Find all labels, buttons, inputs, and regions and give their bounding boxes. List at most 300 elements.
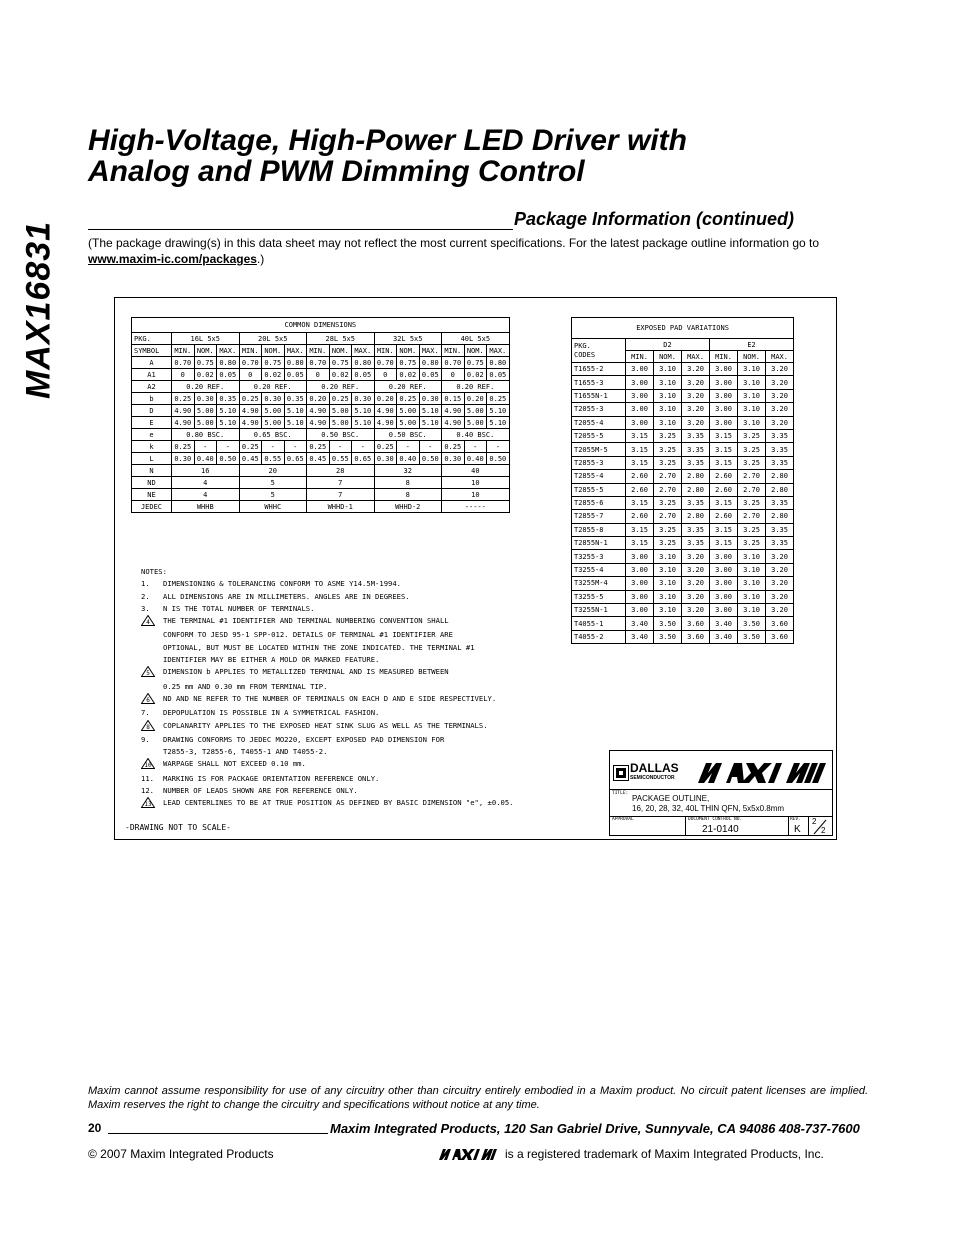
note-line (141, 720, 581, 734)
table-row (132, 489, 510, 501)
value-cell: 3.35 (766, 496, 794, 509)
value-cell: 0.75 (464, 357, 487, 369)
package-header: 40L 5x5 (442, 333, 510, 345)
span-cell: 0.80 BSC. (172, 429, 240, 441)
note-number (141, 693, 163, 707)
value-cell: 3.25 (654, 429, 682, 442)
pkg-code-cell: T1655-2 (572, 363, 626, 376)
note-number (141, 642, 163, 654)
table-row (572, 537, 794, 550)
pkg-code-cell: T2855-6 (572, 496, 626, 509)
note-line (141, 591, 581, 603)
note-text: WARPAGE SHALL NOT EXCEED 0.10 mm. (163, 759, 306, 769)
value-cell: 2.70 (654, 483, 682, 496)
note-text: CONFORM TO JESD 95-1 SPP-012. DETAILS OF TERMINAL #1 IDENTIFIER ARE (163, 630, 453, 640)
company-address: Maxim Integrated Products, 120 San Gabriel Drive, Sunnyvale, CA 94086 408-737-7600 (330, 1121, 860, 1136)
span-cell: 8 (374, 489, 442, 501)
table-row (132, 357, 510, 369)
value-cell: 3.20 (766, 550, 794, 563)
value-cell: 0.02 (464, 369, 487, 381)
value-cell: 3.40 (710, 630, 738, 643)
value-cell: 0.25 (397, 393, 420, 405)
value-cell: 3.25 (738, 443, 766, 456)
exposed-pad-title: EXPOSED PAD VARIATIONS (572, 318, 794, 339)
logo-row (610, 751, 832, 790)
note-text: N IS THE TOTAL NUMBER OF TERMINALS. (163, 603, 315, 613)
span-cell: 0.50 BSC. (374, 429, 442, 441)
table-row (572, 429, 794, 442)
title-line-a: PACKAGE OUTLINE, (632, 794, 710, 803)
package-note (88, 235, 873, 267)
span-cell: 7 (307, 477, 375, 489)
rev-value: K (794, 824, 801, 835)
note-text: MARKING IS FOR PACKAGE ORIENTATION REFERENCE ONLY. (163, 773, 380, 783)
note-line (141, 629, 581, 641)
value-cell: 0.35 (284, 393, 307, 405)
symbol-cell: b (132, 393, 172, 405)
table-row (132, 477, 510, 489)
title-line-2: Analog and PWM Dimming Control (88, 155, 585, 188)
note-text: NUMBER OF LEADS SHOWN ARE FOR REFERENCE ONLY. (163, 786, 358, 796)
footer-rule (108, 1133, 328, 1134)
table-row (132, 429, 510, 441)
notes-heading: NOTES: (141, 567, 167, 576)
footer-company-line (88, 1121, 868, 1137)
subhead-cell: NOM. (262, 345, 285, 357)
note-number (141, 746, 163, 758)
value-cell: 5.10 (284, 405, 307, 417)
value-cell: 0.20 (464, 393, 487, 405)
pkg-code-cell: T2855-3 (572, 456, 626, 469)
value-cell: 0.05 (419, 369, 442, 381)
value-cell: 0.30 (172, 453, 195, 465)
value-cell: 5.00 (194, 417, 217, 429)
section-rule (88, 229, 513, 230)
group-header: E2 (710, 339, 794, 351)
note-line (141, 666, 581, 680)
value-cell: 4.90 (307, 417, 330, 429)
symbol-label: SYMBOL (132, 345, 172, 357)
value-cell: 3.60 (682, 617, 710, 630)
note-number (141, 603, 163, 615)
symbol-cell: A (132, 357, 172, 369)
value-cell: 3.15 (626, 429, 654, 442)
note-text: DRAWING CONFORMS TO JEDEC MO220, EXCEPT EXPOSED PAD DIMENSION FOR (163, 734, 445, 744)
note-number-text: 12. (141, 786, 154, 796)
table-row (572, 470, 794, 483)
span-cell: 4 (172, 489, 240, 501)
table-row (132, 501, 510, 513)
codes-label: CODES (574, 350, 596, 359)
span-cell: 8 (374, 477, 442, 489)
flag-triangle-icon (141, 615, 155, 625)
copyright: © 2007 Maxim Integrated Products (88, 1147, 274, 1161)
value-cell: 3.35 (682, 496, 710, 509)
value-cell: 3.10 (654, 403, 682, 416)
value-cell: 0.75 (329, 357, 352, 369)
note-flag-number: 6 (146, 696, 150, 704)
value-cell: 3.20 (766, 416, 794, 429)
title-row (610, 789, 832, 817)
value-cell: 0.20 (307, 393, 330, 405)
table-row (132, 417, 510, 429)
value-cell: 3.15 (626, 523, 654, 536)
value-cell: 4.90 (172, 405, 195, 417)
table-row (132, 453, 510, 465)
value-cell: 3.00 (626, 416, 654, 429)
value-cell: 3.40 (710, 617, 738, 630)
value-cell: 3.15 (626, 537, 654, 550)
value-cell: 2.70 (738, 483, 766, 496)
pkg-code-cell: T2855-4 (572, 470, 626, 483)
subhead-cell: MAX. (352, 345, 375, 357)
value-cell: 5.10 (284, 417, 307, 429)
table-row (132, 381, 510, 393)
value-cell: 3.35 (766, 429, 794, 442)
table-row (572, 376, 794, 389)
span-cell: WHHB (172, 501, 240, 513)
value-cell: 5.10 (217, 405, 240, 417)
span-cell: 40 (442, 465, 510, 477)
sheet-total: 2 (821, 826, 826, 835)
value-cell: 3.35 (682, 537, 710, 550)
symbol-cell: JEDEC (132, 501, 172, 513)
value-cell: 3.00 (626, 403, 654, 416)
value-cell: 3.10 (738, 403, 766, 416)
note-line (141, 773, 581, 785)
page-number: 20 (88, 1121, 102, 1135)
note-number-text: 11. (141, 773, 154, 783)
subhead-cell: MIN. (710, 351, 738, 363)
value-cell: 5.10 (487, 405, 510, 417)
value-cell: 3.00 (626, 577, 654, 590)
value-cell: 3.40 (626, 617, 654, 630)
value-cell: 2.60 (626, 510, 654, 523)
note-number (141, 758, 163, 772)
value-cell: 0.70 (374, 357, 397, 369)
table-row (572, 550, 794, 563)
value-cell: 4.90 (239, 417, 262, 429)
subhead-cell: MIN. (172, 345, 195, 357)
value-cell: 0 (442, 369, 465, 381)
value-cell: 0.30 (262, 393, 285, 405)
pkg-code-cell: T3255-5 (572, 590, 626, 603)
span-cell: 10 (442, 477, 510, 489)
value-cell: 3.50 (738, 617, 766, 630)
value-cell: 4.90 (239, 405, 262, 417)
value-cell: 3.25 (654, 523, 682, 536)
note-line (141, 758, 581, 772)
value-cell: 3.35 (766, 537, 794, 550)
trademark-line (437, 1147, 824, 1161)
span-cell: 20 (239, 465, 307, 477)
control-row (610, 816, 832, 836)
packages-link[interactable]: www.maxim-ic.com/packages (88, 252, 257, 266)
value-cell: - (464, 441, 487, 453)
value-cell: - (397, 441, 420, 453)
note-text: DIMENSION b APPLIES TO METALLIZED TERMINAL AND IS MEASURED BETWEEN (163, 667, 449, 677)
note-flag-number: 4 (146, 619, 150, 627)
value-cell: 3.00 (710, 376, 738, 389)
value-cell: 0.30 (374, 453, 397, 465)
symbol-cell: e (132, 429, 172, 441)
value-cell: - (329, 441, 352, 453)
symbol-cell: D (132, 405, 172, 417)
value-cell: 3.00 (710, 416, 738, 429)
value-cell: 0.30 (194, 393, 217, 405)
symbol-cell: A2 (132, 381, 172, 393)
value-cell: 0.05 (352, 369, 375, 381)
value-cell: 3.00 (626, 363, 654, 376)
value-cell: 3.20 (682, 376, 710, 389)
value-cell: 0 (239, 369, 262, 381)
value-cell: 3.25 (738, 523, 766, 536)
value-cell: 3.20 (682, 363, 710, 376)
doc-control-cell (685, 816, 789, 836)
span-cell: 28 (307, 465, 375, 477)
note-text: ALL DIMENSIONS ARE IN MILLIMETERS. ANGLES ARE IN DEGREES. (163, 591, 410, 601)
value-cell: 4.90 (374, 405, 397, 417)
value-cell: 3.00 (710, 577, 738, 590)
note-text: ND AND NE REFER TO THE NUMBER OF TERMINALS ON EACH D AND E SIDE RESPECTIVELY. (163, 693, 497, 703)
subhead-cell: NOM. (397, 345, 420, 357)
value-cell: 2.80 (682, 510, 710, 523)
value-cell: 3.25 (654, 496, 682, 509)
value-cell: 0.80 (217, 357, 240, 369)
table-row (572, 443, 794, 456)
note-text: LEAD CENTERLINES TO BE AT TRUE POSITION AS DEFINED BY BASIC DIMENSION "e", ±0.05. (163, 798, 514, 808)
value-cell: 3.20 (682, 389, 710, 402)
value-cell: 4.90 (442, 417, 465, 429)
value-cell: 3.15 (626, 443, 654, 456)
subhead-cell: NOM. (464, 345, 487, 357)
table-row (572, 523, 794, 536)
pkg-label: PKG. (574, 341, 591, 350)
value-cell: 3.00 (626, 604, 654, 617)
pkg-code-cell: T2055-3 (572, 403, 626, 416)
title-block (609, 750, 833, 836)
flag-triangle-icon (141, 758, 155, 768)
sheet-number: 2 (812, 817, 817, 826)
doc-control-value: 21-0140 (702, 824, 739, 835)
note-number (141, 666, 163, 680)
value-cell: 0.75 (262, 357, 285, 369)
value-cell: 3.35 (682, 443, 710, 456)
value-cell: 2.80 (682, 483, 710, 496)
value-cell: 0.25 (442, 441, 465, 453)
value-cell: 2.60 (626, 483, 654, 496)
value-cell: 3.00 (710, 604, 738, 617)
value-cell: 0.25 (172, 441, 195, 453)
value-cell: - (217, 441, 240, 453)
span-cell: 0.20 REF. (374, 381, 442, 393)
value-cell: 3.15 (710, 443, 738, 456)
value-cell: 3.20 (766, 577, 794, 590)
subhead-cell: MIN. (307, 345, 330, 357)
value-cell: 5.00 (464, 405, 487, 417)
flag-triangle-icon (141, 666, 155, 676)
value-cell: 3.25 (654, 443, 682, 456)
value-cell: 3.40 (626, 630, 654, 643)
value-cell: 3.20 (766, 376, 794, 389)
value-cell: 3.25 (738, 429, 766, 442)
table-row (572, 590, 794, 603)
title-label: TITLE: (612, 791, 629, 796)
subhead-cell: MAX. (284, 345, 307, 357)
span-cell: 7 (307, 489, 375, 501)
value-cell: 3.15 (710, 456, 738, 469)
note-flag-number: 10 (144, 762, 152, 770)
note-number (141, 773, 163, 785)
pkg-code-cell: T2055-4 (572, 416, 626, 429)
value-cell: - (194, 441, 217, 453)
symbol-cell: ND (132, 477, 172, 489)
note-number (141, 785, 163, 797)
span-cell: 10 (442, 489, 510, 501)
notes (141, 566, 581, 812)
symbol-cell: L (132, 453, 172, 465)
table-row (572, 416, 794, 429)
note-number (141, 629, 163, 641)
value-cell: 0.70 (442, 357, 465, 369)
trademark-text: is a registered trademark of Maxim Integrated Products, Inc. (505, 1147, 824, 1161)
flag-triangle-icon (141, 693, 155, 703)
rev-cell (788, 816, 809, 836)
value-cell: 0.05 (487, 369, 510, 381)
span-cell: 0.20 REF. (172, 381, 240, 393)
pkg-code-cell: T3255N-1 (572, 604, 626, 617)
pkg-code-cell: T3255M-4 (572, 577, 626, 590)
note-number-text: 9. (141, 734, 150, 744)
subhead-cell: MIN. (239, 345, 262, 357)
pkg-code-cell: T1655-3 (572, 376, 626, 389)
value-cell: - (262, 441, 285, 453)
value-cell: 3.00 (710, 389, 738, 402)
value-cell: 0.25 (239, 393, 262, 405)
value-cell: 3.25 (738, 496, 766, 509)
value-cell: 0.80 (487, 357, 510, 369)
subhead-cell: NOM. (194, 345, 217, 357)
value-cell: 3.15 (626, 496, 654, 509)
value-cell: 0.02 (329, 369, 352, 381)
value-cell: 3.10 (654, 590, 682, 603)
rev-label: REV. (790, 817, 801, 822)
value-cell: 0.40 (194, 453, 217, 465)
pkg-code-cell: T2855-5 (572, 483, 626, 496)
value-cell: 3.25 (654, 537, 682, 550)
pkg-code-cell: T1655N-1 (572, 389, 626, 402)
title-line-b: 16, 20, 28, 32, 40L THIN QFN, 5x5x0.8mm (632, 804, 785, 813)
value-cell: 0.25 (374, 441, 397, 453)
value-cell: 3.50 (654, 617, 682, 630)
span-cell: 0.50 BSC. (307, 429, 375, 441)
value-cell: 4.90 (374, 417, 397, 429)
approval-cell (610, 816, 686, 836)
value-cell: 3.50 (738, 630, 766, 643)
value-cell: 3.10 (738, 590, 766, 603)
note-number-text: 1. (141, 579, 150, 589)
symbol-cell: A1 (132, 369, 172, 381)
pkg-code-cell: T2055-5 (572, 429, 626, 442)
span-cell: 0.40 BSC. (442, 429, 510, 441)
note-line (141, 797, 581, 811)
note-text: DEPOPULATION IS POSSIBLE IN A SYMMETRICAL FASHION. (163, 708, 380, 718)
table-row (572, 604, 794, 617)
package-header: 28L 5x5 (307, 333, 375, 345)
value-cell: 0.25 (172, 393, 195, 405)
pkg-code-cell: T3255-3 (572, 550, 626, 563)
value-cell: 0.65 (284, 453, 307, 465)
value-cell: 0.25 (239, 441, 262, 453)
sheet-cell (808, 816, 832, 836)
value-cell: 0.55 (262, 453, 285, 465)
note-line (141, 603, 581, 615)
common-dimensions-title: COMMON DIMENSIONS (132, 318, 510, 333)
subhead-cell: MAX. (682, 351, 710, 363)
table-row (572, 563, 794, 576)
note-text: IDENTIFIER MAY BE EITHER A MOLD OR MARKED FEATURE. (163, 655, 380, 665)
pkg-code-cell: T4055-2 (572, 630, 626, 643)
table-row (572, 510, 794, 523)
approval-label: APPROVAL (612, 817, 634, 822)
value-cell: 0 (307, 369, 330, 381)
dallas-text: DALLAS (630, 761, 679, 775)
value-cell: 3.00 (626, 376, 654, 389)
value-cell: 0.50 (419, 453, 442, 465)
value-cell: 3.00 (710, 550, 738, 563)
value-cell: 3.20 (766, 604, 794, 617)
note-number (141, 707, 163, 719)
value-cell: 0.80 (419, 357, 442, 369)
span-cell: 0.20 REF. (442, 381, 510, 393)
value-cell: 0.25 (487, 393, 510, 405)
value-cell: 3.10 (654, 604, 682, 617)
value-cell: 2.80 (766, 510, 794, 523)
value-cell: 3.20 (766, 389, 794, 402)
value-cell: 3.10 (654, 577, 682, 590)
note-text: OPTIONAL, BUT MUST BE LOCATED WITHIN THE ZONE INDICATED. THE TERMINAL #1 (163, 642, 475, 652)
value-cell: 0.02 (262, 369, 285, 381)
value-cell: 4.90 (307, 405, 330, 417)
value-cell: 3.10 (654, 550, 682, 563)
note-line (141, 734, 581, 746)
value-cell: 5.00 (194, 405, 217, 417)
value-cell: 5.00 (262, 405, 285, 417)
value-cell: 3.20 (766, 590, 794, 603)
span-cell: WHHD-1 (307, 501, 375, 513)
value-cell: 3.20 (682, 403, 710, 416)
value-cell: 5.10 (419, 405, 442, 417)
page-title (88, 125, 908, 187)
value-cell: 0.20 (374, 393, 397, 405)
table-row (572, 403, 794, 416)
note-line (141, 642, 581, 654)
maxim-logo-icon (694, 763, 828, 783)
value-cell: 3.00 (626, 550, 654, 563)
value-cell: 3.25 (738, 537, 766, 550)
value-cell: 2.60 (710, 483, 738, 496)
value-cell: 2.70 (738, 470, 766, 483)
note-number-text: 3. (141, 603, 150, 613)
package-header: 20L 5x5 (239, 333, 307, 345)
value-cell: 3.00 (626, 389, 654, 402)
pkg-code-cell: T2855-8 (572, 523, 626, 536)
value-cell: 3.10 (654, 389, 682, 402)
value-cell: 0.30 (419, 393, 442, 405)
value-cell: 0.35 (217, 393, 240, 405)
value-cell: 0.05 (284, 369, 307, 381)
value-cell: 5.00 (329, 417, 352, 429)
